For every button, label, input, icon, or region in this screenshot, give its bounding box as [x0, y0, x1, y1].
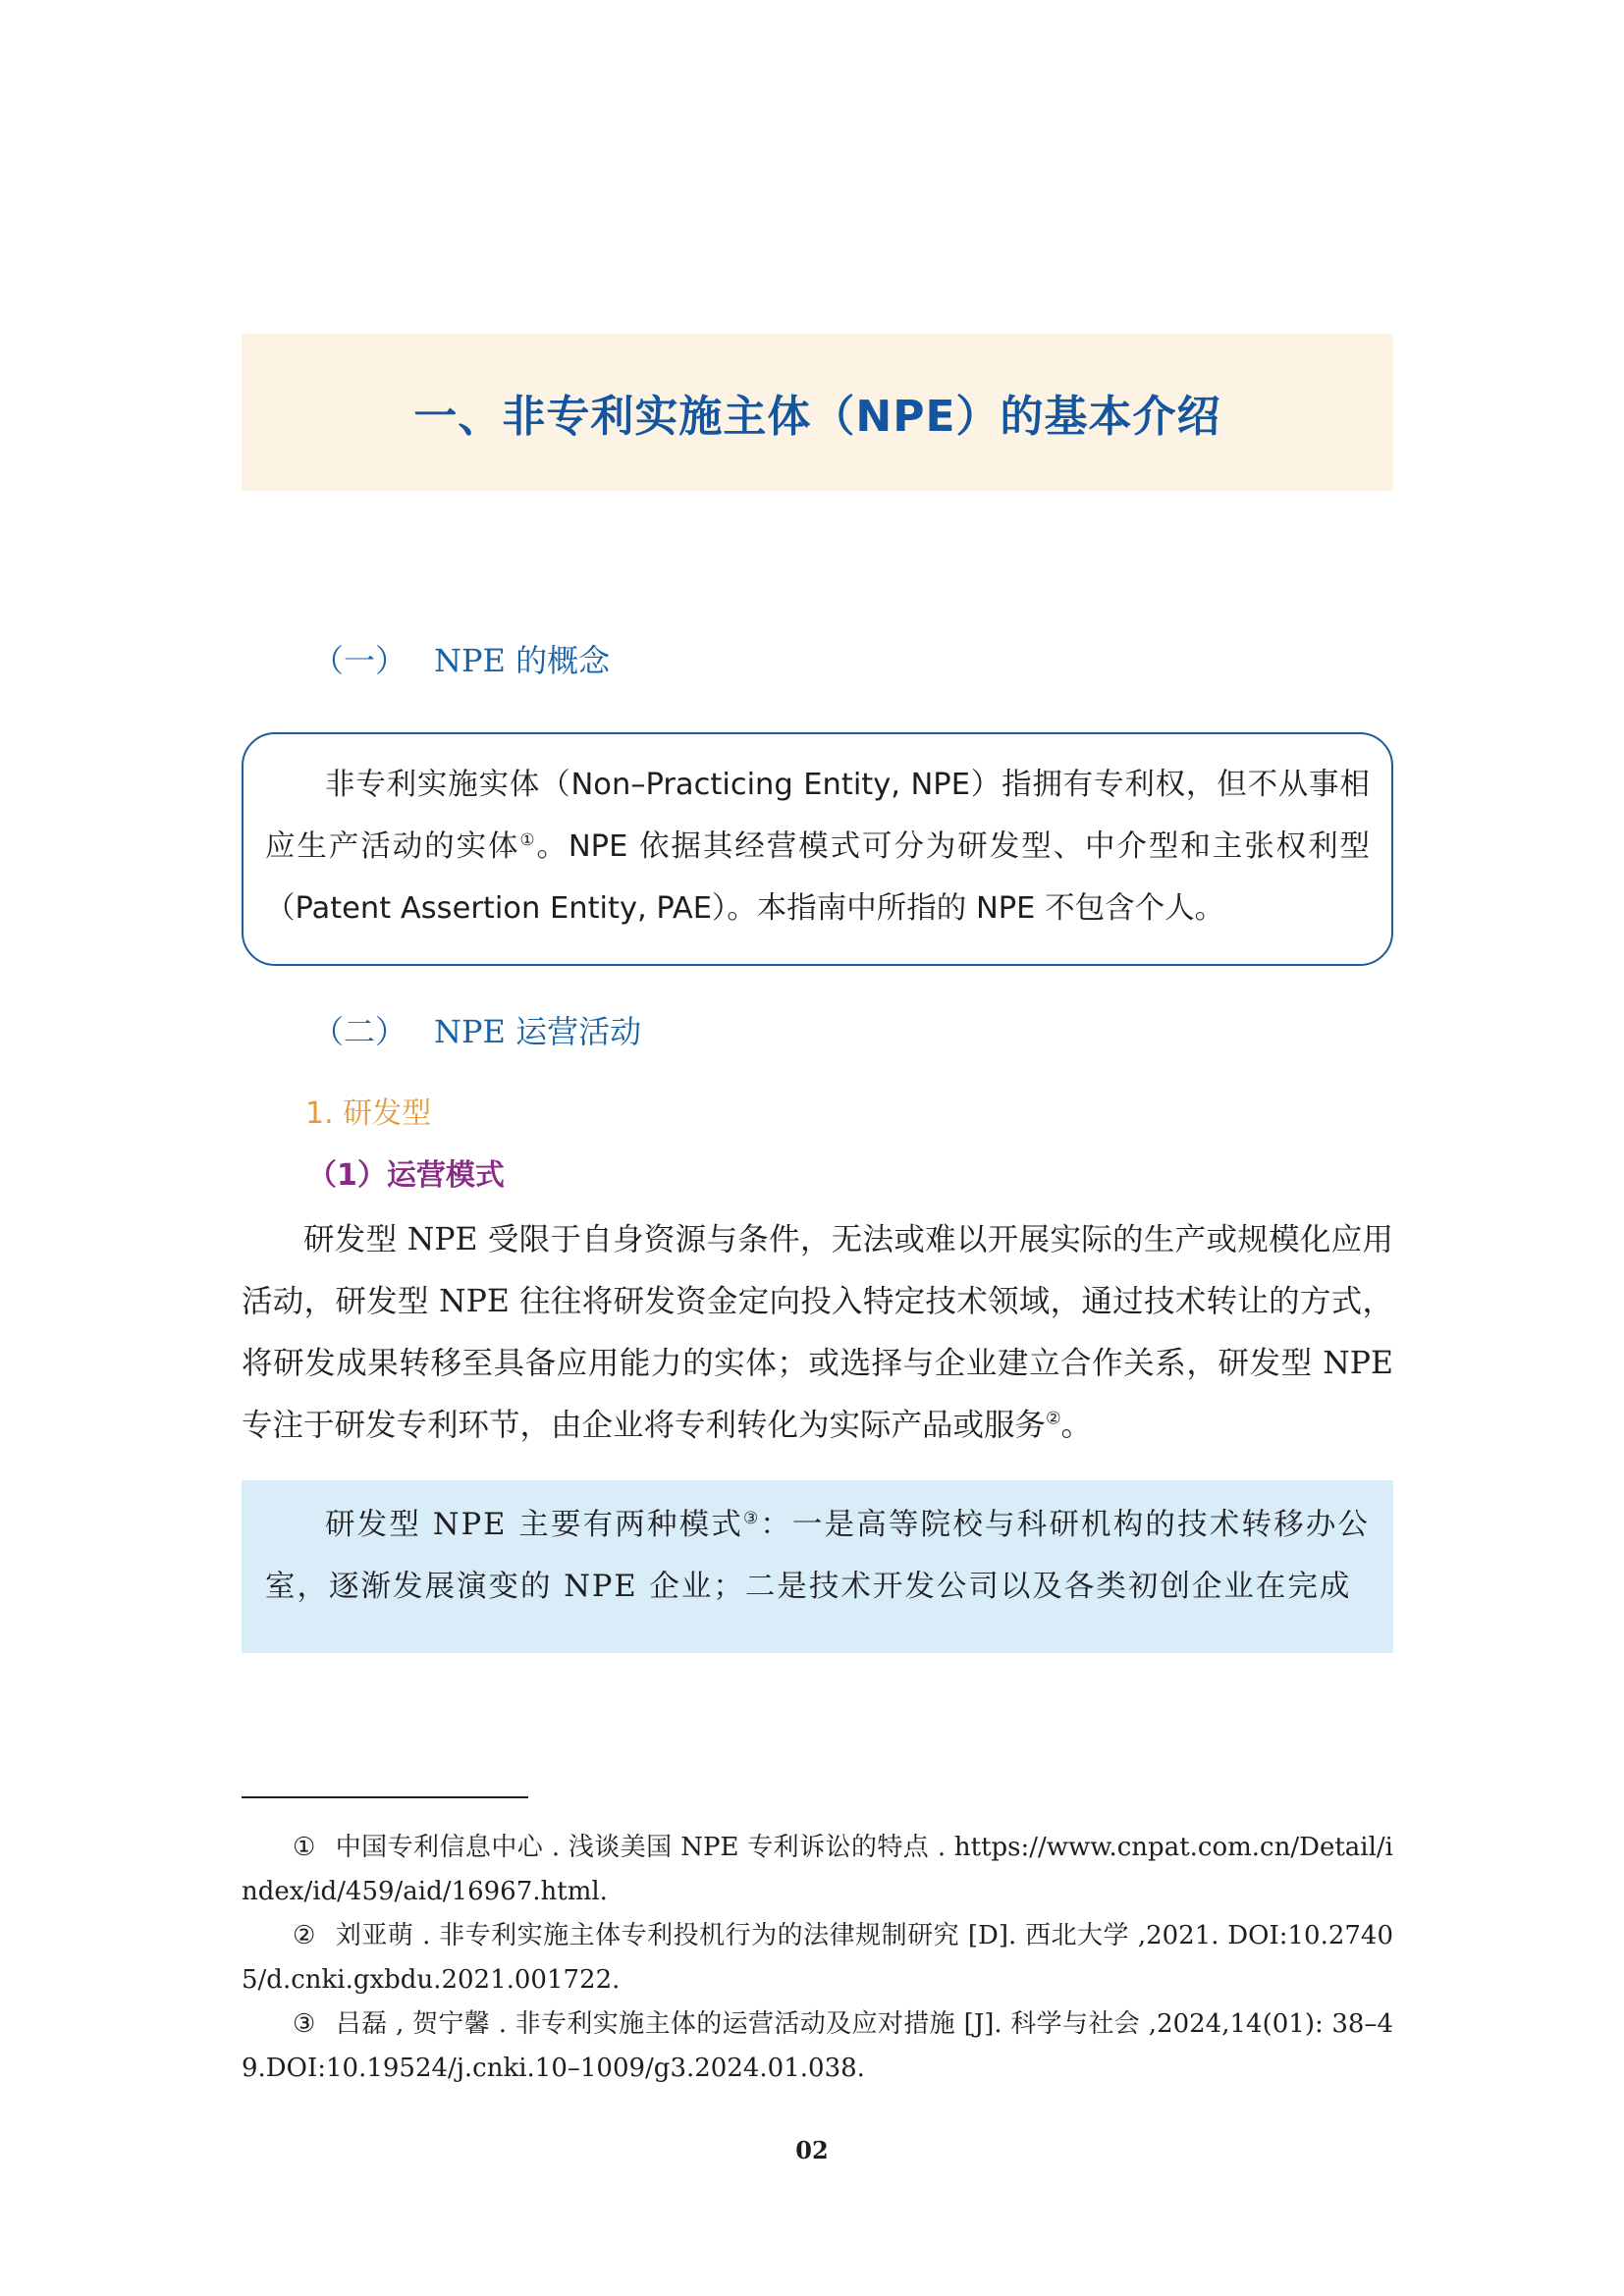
section-heading-npe-operations — [312, 1007, 641, 1052]
footnote-ref-1[interactable]: ① — [519, 828, 537, 849]
footnote-divider — [242, 1796, 528, 1798]
footnote-text: 吕磊 , 贺宁馨 . 非专利实施主体的运营活动及应对措施 [J]. 科学与社会 ,2024,14(01): 38–49.DOI:10.19524/j.cnki.10–1009/g3.2024.01.038. — [242, 2009, 1393, 2083]
footnotes-list — [242, 1826, 1393, 2091]
concept-text-part-2: 。NPE 依据其经营模式可分为研发型、中介型和主张权利型（Patent Assertion Entity, PAE）。本指南中所指的 NPE 不包含个人。 — [265, 829, 1370, 926]
concept-definition-box — [242, 732, 1393, 966]
concept-text-part-1: 非专利实施实体（Non–Practicing Entity, NPE）指拥有专利权，但不从事相应生产活动的实体 — [265, 768, 1370, 864]
section-number: （一） — [312, 642, 407, 679]
footnote-mark: ② — [293, 1921, 316, 1950]
section-heading-npe-concept — [312, 636, 610, 681]
concept-definition-text — [265, 754, 1370, 939]
footnote-item — [242, 2002, 1393, 2091]
footnote-mark: ① — [293, 1833, 316, 1862]
footnote-text: 中国专利信息中心 . 浅谈美国 NPE 专利诉讼的特点 . https://www.cnpat.com.cn/Detail/index/id/459/aid/16967.html. — [242, 1833, 1393, 1906]
footnote-ref-3[interactable]: ③ — [743, 1507, 761, 1527]
highlight-text-part-1: 研发型 NPE 主要有两种模式 — [325, 1508, 744, 1542]
footnote-ref-2[interactable]: ② — [1046, 1409, 1061, 1429]
highlight-text — [265, 1494, 1370, 1618]
highlight-box — [242, 1480, 1393, 1653]
section-title: NPE 的概念 — [434, 642, 611, 679]
body-paragraph — [242, 1209, 1393, 1457]
body-text-part-2: 。 — [1060, 1408, 1093, 1443]
footnote-text: 刘亚萌 . 非专利实施主体专利投机行为的法律规制研究 [D]. 西北大学 ,2021. DOI:10.27405/d.cnki.gxbdu.2021.001722. — [242, 1921, 1393, 1995]
chapter-title: 一、非专利实施主体（NPE）的基本介绍 — [413, 392, 1221, 442]
body-text-part-1: 研发型 NPE 受限于自身资源与条件，无法或难以开展实际的生产或规模化应用活动，研发型 NPE 往往将研发资金定向投入特定技术领域，通过技术转让的方式，将研发成果转移至具备应用能力的实体；或选择与企业建立合作关系，研发型 NPE 专注于研发专利环节，由企业将专利转化为实际产品或服务 — [242, 1222, 1393, 1443]
subsection-heading-rd-type: 1. 研发型 — [305, 1096, 432, 1131]
footnote-mark: ③ — [293, 2009, 316, 2039]
section-title: NPE 运营活动 — [434, 1013, 642, 1050]
section-number: （二） — [312, 1013, 407, 1050]
subsubsection-heading-operation-mode: （1）运营模式 — [307, 1158, 505, 1193]
highlight-text-part-2: ：一是高等院校与科研机构的技术转移办公室，逐渐发展演变的 NPE 企业；二是技术开发公司以及各类初创企业在完成 — [265, 1508, 1370, 1604]
page-number: 02 — [795, 2136, 829, 2164]
footnote-item — [242, 1826, 1393, 1914]
chapter-title-band — [242, 334, 1393, 491]
footnote-item — [242, 1914, 1393, 2002]
